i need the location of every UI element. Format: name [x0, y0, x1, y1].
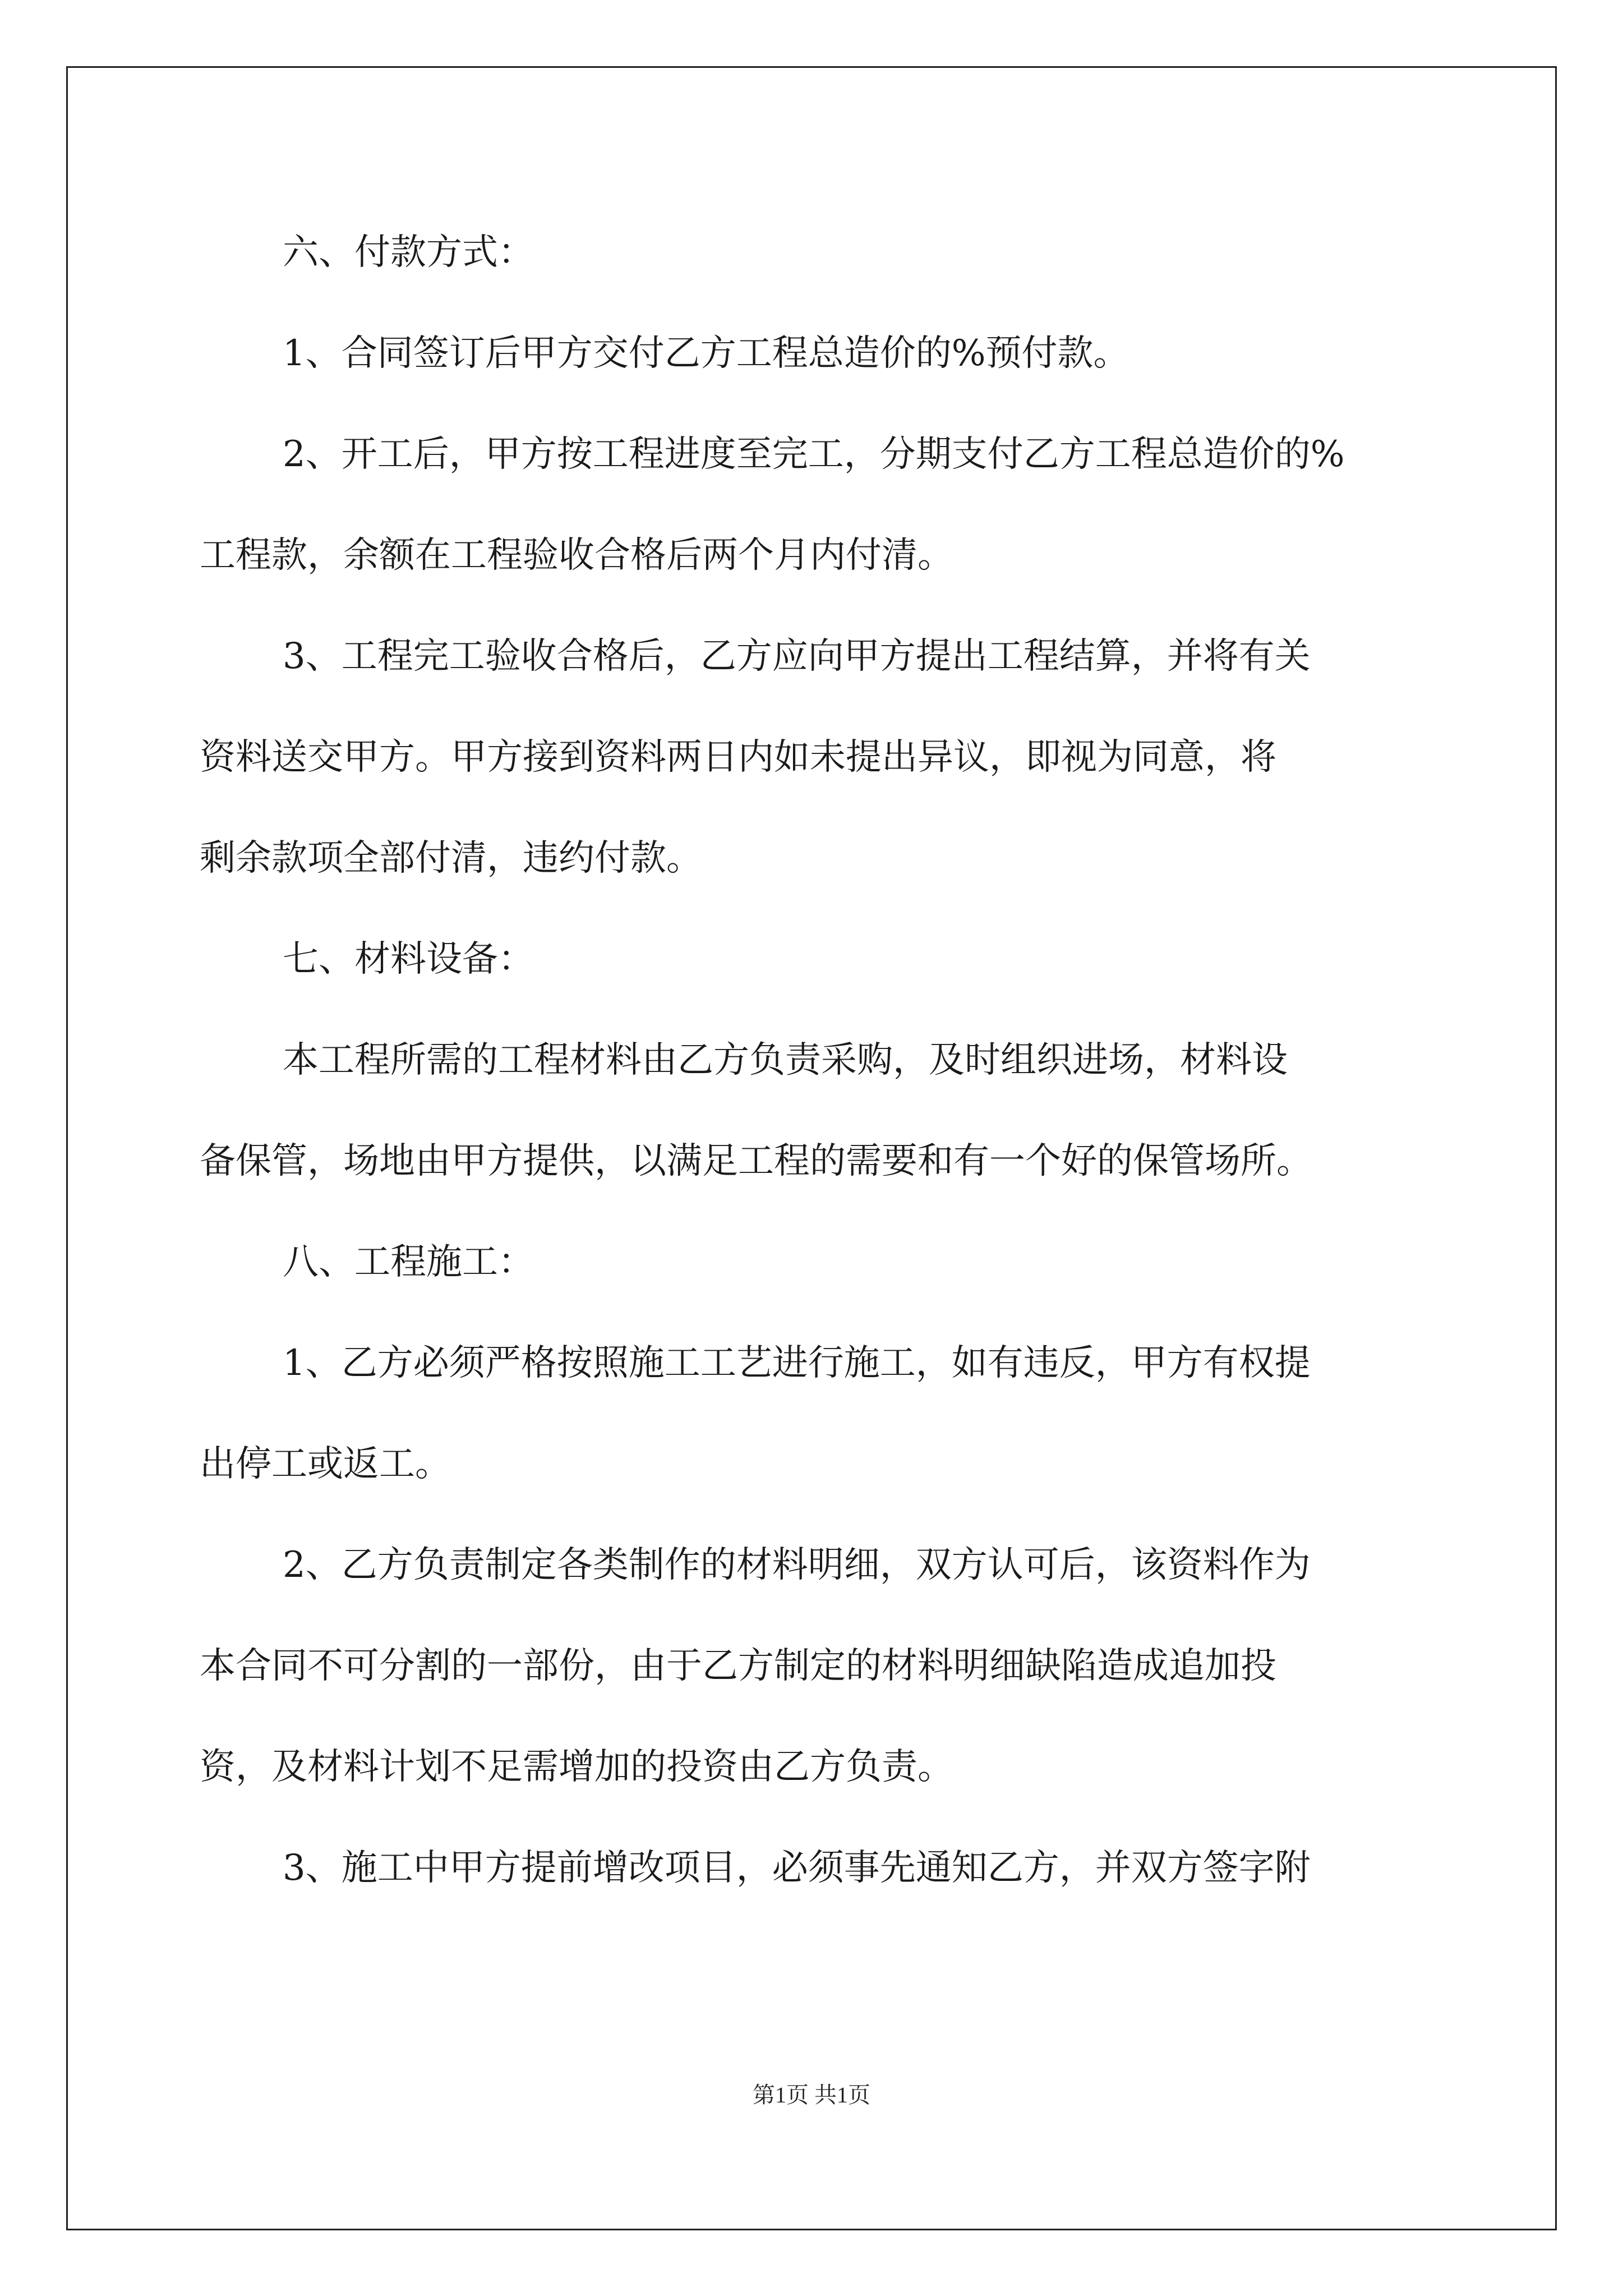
paragraph-line: 3、工程完工验收合格后，乙方应向甲方提出工程结算，并将有关	[283, 636, 1311, 677]
section-heading-payment: 六、付款方式：	[283, 232, 534, 273]
page-footer: 第1页 共1页	[753, 2082, 870, 2108]
paragraph-line: 备保管，场地由甲方提供，以满足工程的需要和有一个好的保管场所。	[200, 1140, 1312, 1182]
paragraph-line: 出停工或返工。	[200, 1443, 451, 1485]
section-heading-construction: 八、工程施工：	[283, 1241, 534, 1283]
paragraph-line: 本合同不可分割的一部份，由于乙方制定的材料明细缺陷造成追加投	[200, 1645, 1276, 1687]
paragraph-line: 3、施工中甲方提前增改项目，必须事先通知乙方，并双方签字附	[283, 1847, 1311, 1889]
paragraph-line: 工程款，余额在工程验收合格后两个月内付清。	[200, 535, 953, 576]
paragraph-line: 资，及材料计划不足需增加的投资由乙方负责。	[200, 1746, 953, 1788]
paragraph-line: 资料送交甲方。甲方接到资料两日内如未提出异议，即视为同意，将	[200, 737, 1276, 778]
paragraph-line: 1、合同签订后甲方交付乙方工程总造价的%预付款。	[283, 333, 1129, 374]
paragraph-line: 2、开工后，甲方按工程进度至完工，分期支付乙方工程总造价的%	[283, 434, 1345, 475]
paragraph-line: 2、乙方负责制定各类制作的材料明细，双方认可后，该资料作为	[283, 1544, 1311, 1586]
paragraph-line: 剩余款项全部付清，违约付款。	[200, 838, 702, 879]
paragraph-line: 本工程所需的工程材料由乙方负责采购，及时组织进场，材料设	[283, 1039, 1288, 1081]
paragraph-line: 1、乙方必须严格按照施工工艺进行施工，如有违反，甲方有权提	[283, 1342, 1311, 1384]
section-heading-materials: 七、材料设备：	[283, 938, 534, 980]
